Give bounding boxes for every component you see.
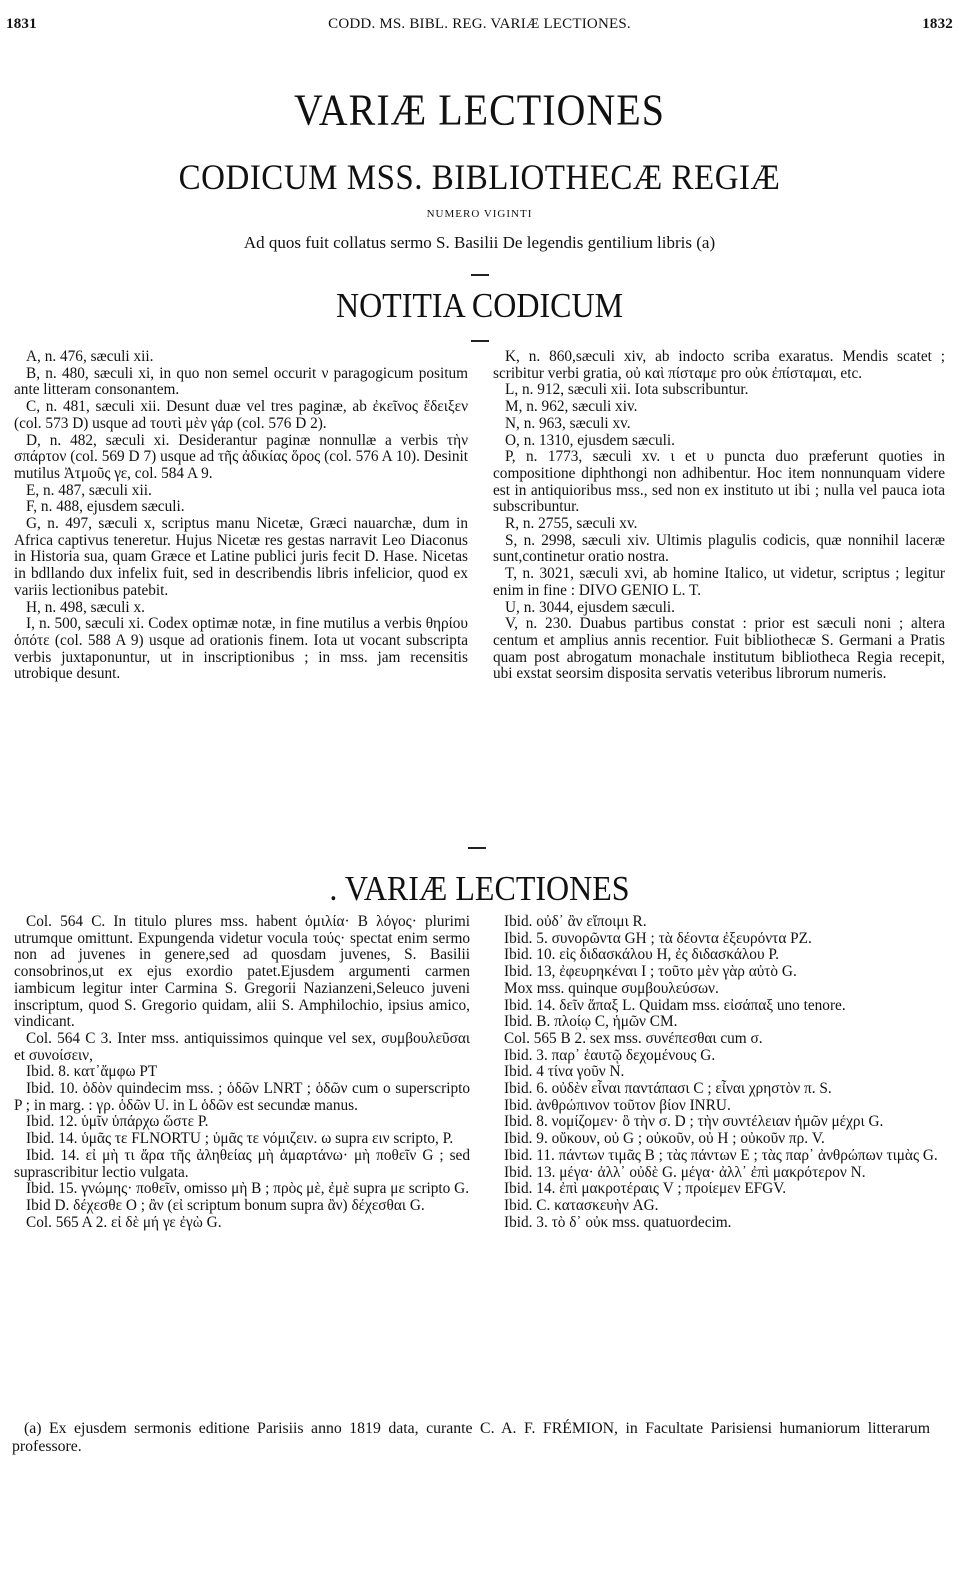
variant-entry: Ibid. 11. πάντων τιμᾶς B ; τὰς πάντων E ; τὰς παρ᾽ ἀνθρώπων τιμὰς G. [504, 1146, 938, 1164]
collatus-line: Ad quos fuit collatus sermo S. Basilii De legendis gentilium libris (a) [243, 233, 716, 252]
codex-entry: T, n. 3021, sæculi xvi, ab homine Italico, ut videtur, scriptus ; legitur enim in fine : DIVO GENIO L. T. [493, 565, 945, 599]
codex-entry: M, n. 962, sæculi xiv. [505, 398, 638, 416]
codex-entry: A, n. 476, sæculi xii. [26, 348, 154, 365]
variant-entry: Ibid. 8. κατ᾽ἄμφω PT [26, 1063, 158, 1081]
variant-entry: Ibid. C. κατασκευὴν AG. [504, 1196, 659, 1214]
variant-entry: Ibid. 14. ὑμᾶς τε FLNORTU ; ὑμᾶς τε νόμιζειν. ω supra ειν scripto, P. [26, 1130, 454, 1148]
page-number-right: 1832 [922, 16, 953, 32]
variant-entry: Col. 565 B 2. sex mss. συνέπεσθαι cum σ. [504, 1029, 763, 1047]
codex-entry: V, n. 230. Duabus partibus constat : prior est sæculi noni ; altera centum et amplius annis recentior. Fuit bibliothecæ S. Germani a Pratis quam post abrogatum monachale institutum bibliotheca Regia recepit, ubi exstat seorsim disposita servatis veteribus librorum numeris. [493, 615, 945, 683]
variant-entry: Ibid. 14. ἐπὶ μακροτέραις V ; προίεμεν EFGV. [504, 1180, 787, 1198]
variant-entry: Ibid. 6. οὐδὲν εἶναι παντάπασι C ; εἶναι χρηστὸν π. S. [504, 1080, 832, 1098]
codex-entry: B, n. 480, sæculi xi, in quo non semel occurit ν paragogicum positum ante litteram consonantem. [14, 364, 468, 399]
running-title: CODD. MS. BIBL. REG. VARIÆ LECTIONES. [328, 16, 631, 32]
codex-entry: H, n. 498, sæculi x. [26, 598, 145, 616]
notitia-right-column [493, 349, 945, 683]
variant-entry: Ibid. 15. γνώμης· ποθεῖν, omisso μὴ B ; πρὸς μὲ, ἐμὲ supra με scripto G. [26, 1180, 470, 1198]
codex-entry: S, n. 2998, sæculi xiv. Ultimis plagulis codicis, quæ nonnihil laceræ sunt,continetur oratio nostra. [493, 531, 945, 566]
variant-entry: Ibid. 4 τίνα γοῦν N. [504, 1063, 625, 1081]
variant-entry: Ibid. 9. οὔκουν, οὐ G ; οὐκοῦν, οὐ H ; οὐκοῦν πρ. V. [504, 1130, 825, 1148]
variant-entry: Ibid. οὐδ᾽ ἂν εἴποιμι R. [504, 913, 647, 930]
page-subtitle: CODICUM MSS. BIBLIOTHECÆ REGIÆ [178, 158, 781, 198]
divider-dash [471, 340, 489, 342]
codex-entry: F, n. 488, ejusdem sæculi. [26, 498, 185, 516]
lectiones-heading: . VARIÆ LECTIONES [329, 868, 630, 908]
codex-entry: I, n. 500, sæculi xi. Codex optimæ notæ, in fine mutilus a verbis θηρίου ὁπότε (col. 588 A 9) usque ad orationis finem. Iota ut vocant subscripta verbis juxtaponuntur, ut in inscriptionibus ; in mss. jam recensitis utrobique desunt. [14, 615, 468, 683]
notitia-left-column [14, 349, 468, 683]
codex-entry: E, n. 487, sæculi xii. [26, 481, 152, 499]
codex-entry: R, n. 2755, sæculi xv. [505, 515, 638, 533]
variant-entry: Ibid. 14. δεῖν ἅπαξ L. Quidam mss. εἰσάπαξ uno tenore. [504, 996, 846, 1014]
variant-entry: Ibid. B. πλοίῳ C, ἡμῶν CM. [504, 1013, 678, 1031]
variant-entry: Ibid. 5. συνορῶντα GH ; τὰ δέοντα ἐξευρόντα PZ. [504, 929, 812, 947]
divider-dash [471, 274, 489, 276]
codex-entry: O, n. 1310, ejusdem sæculi. [505, 431, 675, 449]
codex-entry: D, n. 482, sæculi xi. Desiderantur paginæ nonnullæ a verbis τὴν σπάρτον (col. 569 D 7) usque ad τῆς ἀδικίας ὅρος (col. 576 A 10). Desinit mutilus Ἀτμοῦς γε, col. 584 A 9. [14, 431, 468, 482]
codex-entry: G, n. 497, sæculi x, scriptus manu Nicetæ, Græci nauarchæ, dum in Africa captivus teneretur. Hujus Nicetæ res gestas narravit Leo Diaconus in Historia sua, quam Græce et Latine publici juris fecit D. Hase. Nicetas in bdllando dux infelix fuit, sed in describendis libris infelicior, quod ex variis lectionibus patebit. [14, 515, 468, 599]
variant-entry: Col. 564 C 3. Inter mss. antiquissimos quinque vel sex, συμβουλεῦσαι et συνοίσειν, [14, 1029, 470, 1064]
variant-entry: Ibid. ἀνθρώπινον τοῦτον βίον INRU. [504, 1096, 731, 1114]
codex-entry: P, n. 1773, sæculi xv. ι et υ puncta duo præferunt quoties in compositione diphthongi non adhibentur. Hoc item nonnunquam videre est in antiquioribus mss., sed non ex instituto ut ibi ; nulla vel pauca iota subscribuntur. [493, 448, 945, 516]
variant-entry: Ibid. 10. εἰς διδασκάλου H, ἐς διδασκάλου P. [504, 946, 779, 964]
footnote: (a) Ex ejusdem sermonis editione Parisiis anno 1819 data, curante C. A. F. FRÉMION, in Facultate Parisiensi humaniorum litterarum professore. [12, 1420, 930, 1455]
variant-entry: Ibid. 14. εἰ μὴ τι ἄρα τῆς ἀληθείας μὴ ἁμαρτάνω· μὴ ποθεῖν G ; sed suprascribitur lectio vulgata. [14, 1146, 470, 1181]
variant-entry: Ibid. 13, ἐφευρηκέναι I ; τοῦτο μὲν γὰρ αὐτὸ G. [504, 963, 797, 981]
divider-dash [468, 847, 486, 849]
variant-entry: Col. 565 A 2. εἰ δὲ μή γε ἐγὼ G. [26, 1213, 222, 1231]
numero-line: NUMERO VIGINTI [426, 208, 533, 220]
variant-entry: Ibid. 13. μέγα· ἀλλ᾽ οὐδὲ G. μέγα· ἀλλ᾽ ἐπὶ μακρότερον N. [504, 1163, 866, 1181]
running-head [6, 16, 953, 38]
variant-entry: Ibid D. δέχεσθε Ο ; ἂν (εἰ scriptum bonum supra ἂν) δέχεσθαι G. [26, 1196, 425, 1214]
variant-entry: Ibid. 10. ὁδὸν quindecim mss. ; ὁδῶν LNRT ; ὁδῶν cum ο superscripto P ; in marg. : γρ. ὁδῶν U. in L ὁδῶν est secundæ manus. [14, 1080, 470, 1114]
lectiones-left-column [14, 914, 470, 1231]
variant-entry: Mox mss. quinque συμβουλεύσων. [504, 979, 719, 997]
variant-entry: Ibid. 3. παρ᾽ ἑαυτῷ δεχομένους G. [504, 1046, 716, 1064]
variant-entry: Col. 564 C. In titulo plures mss. habent ὁμιλία· Β λόγος· plurimi utrumque omittunt. Expungenda videtur vocula τούς· spectat enim sermo non ad juvenes in genere,sed ad quosdam juvenes, S. Basilii consobrinos,ut ex ejus exordio patet.Ejusdem argumenti carmen iambicum legitur inter Carmina S. Gregorii Nazianzeni,Seleuco juveni inscriptum, quod S. Gregorio quidam, alii S. Amphilochio, ipsius amico, vindicant. [14, 913, 470, 1031]
codex-entry: K, n. 860,sæculi xiv, ab indocto scriba exaratus. Mendis scatet ; scribitur verbi gratia, οὐ καὶ πίσταμε pro οὐκ ἐπίσταμαι, etc. [493, 348, 945, 382]
codex-entry: C, n. 481, sæculi xii. Desunt duæ vel tres paginæ, ab ἐκεῖνος ἔδειξεν (col. 573 D) usque ad τουτὶ μὲν γάρ (col. 576 D 2). [14, 398, 468, 432]
page-title: VARIÆ LECTIONES [294, 84, 665, 135]
codex-entry: N, n. 963, sæculi xv. [505, 414, 631, 432]
codex-entry: U, n. 3044, ejusdem sæculi. [505, 598, 675, 616]
variant-entry: Ibid. 12. ὑμῖν ὑπάρχω ὥστε P. [26, 1113, 209, 1131]
codex-entry: L, n. 912, sæculi xii. Iota subscribuntur. [505, 381, 749, 399]
variant-entry: Ibid. 8. νομίζομεν· ὃ τὴν σ. D ; τὴν συντέλειαν ἡμῶν μέχρι G. [504, 1113, 884, 1131]
variant-entry: Ibid. 3. τὸ δ᾽ οὐκ mss. quatuordecim. [504, 1213, 732, 1231]
notitia-heading: NOTITIA CODICUM [335, 285, 624, 325]
lectiones-right-column [492, 914, 945, 1231]
page-number-left: 1831 [6, 16, 37, 32]
